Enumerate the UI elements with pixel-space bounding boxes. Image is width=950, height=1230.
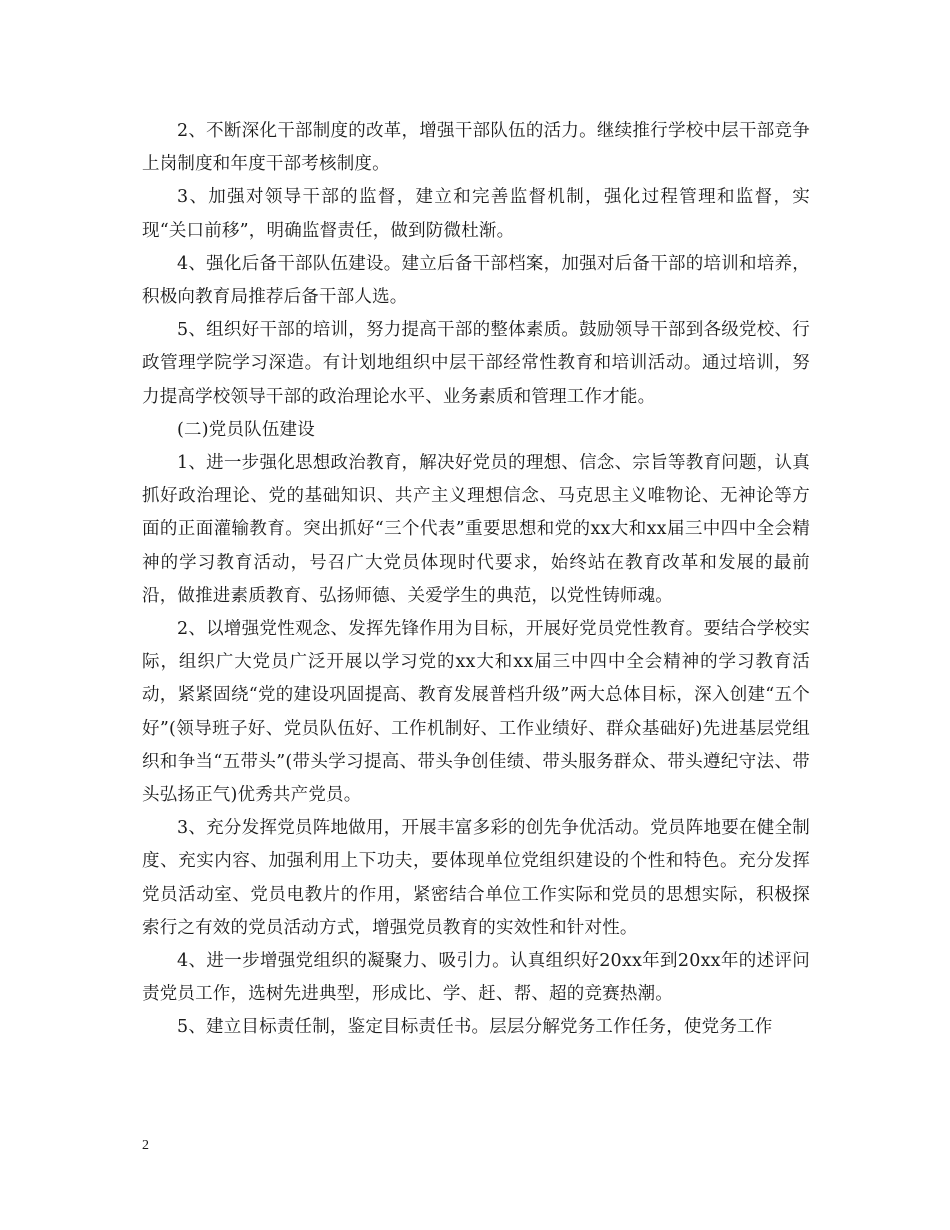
paragraph-cadre-reform: 2、不断深化干部制度的改革，增强干部队伍的活力。继续推行学校中层干部竞争上岗制度和年度干部考核制度。 — [142, 121, 810, 175]
paragraph-reserve-cadres: 4、强化后备干部队伍建设。建立后备干部档案，加强对后备干部的培训和培养，积极向教育局推荐后备干部人选。 — [142, 253, 810, 308]
section-heading-party-members: (二)党员队伍建设 — [177, 419, 315, 440]
paragraph-cadre-training: 5、组织好干部的培训，努力提高干部的整体素质。鼓励领导干部到各级党校、行政管理学院学习深造。有计划地组织中层干部经常性教育和培训活动。通过培训，努力提高学校领导干部的政治理论水平、业务素质和管理工作才能。 — [142, 320, 810, 407]
paragraph-responsibility-system: 5、建立目标责任制，鉴定目标责任书。层层分解党务工作任务，使党务工作 — [177, 1017, 773, 1038]
paragraph-cadre-supervision: 3、加强对领导干部的监督，建立和完善监督机制，强化过程管理和监督，实现“关口前移”，明确监督责任，做到防微杜渐。 — [142, 187, 810, 241]
page-number: 2 — [142, 1138, 149, 1153]
document-body — [142, 115, 810, 1045]
paragraph-cohesion: 4、进一步增强党组织的凝聚力、吸引力。认真组织好20xx年到20xx年的述评问责党员工作，选树先进典型，形成比、学、赶、帮、超的竞赛热潮。 — [142, 951, 810, 1005]
paragraph-political-education: 1、进一步强化思想政治教育，解决好党员的理想、信念、宗旨等教育问题，认真抓好政治理论、党的基础知识、共产主义理想信念、马克思主义唯物论、无神论等方面的正面灌输教育。突出抓好“三个代表”重要思想和党的xx大和xx届三中四中全会精神的学习教育活动，号召广大党员体现时代要求，始终站在教育改革和发展的最前沿，做推进素质教育、弘扬师德、关爱学生的典范，以党性铸师魂。 — [142, 453, 810, 606]
paragraph-party-spirit-education: 2、以增强党性观念、发挥先锋作用为目标，开展好党员党性教育。要结合学校实际，组织广大党员广泛开展以学习党的xx大和xx届三中四中全会精神的学习教育活动，紧紧固绕“党的建设巩固提高、教育发展普档升级”两大总体目标，深入创建“五个好”(领导班子好、党员队伍好、工作机制好、工作业绩好、群众基础好)先进基层党组织和争当“五带头”(带头学习提高、带头争创佳绩、带头服务群众、带头遵纪守法、带头弘扬正气)优秀共产党员。 — [142, 619, 810, 806]
paragraph-party-activity-base: 3、充分发挥党员阵地做用，开展丰富多彩的创先争优活动。党员阵地要在健全制度、充实内容、加强利用上下功夫，要体现单位党组织建设的个性和特色。充分发挥党员活动室、党员电教片的作用，紧密结合单位工作实际和党员的思想实际，积极探索行之有效的党员活动方式，增强党员教育的实效性和针对性。 — [142, 818, 810, 938]
